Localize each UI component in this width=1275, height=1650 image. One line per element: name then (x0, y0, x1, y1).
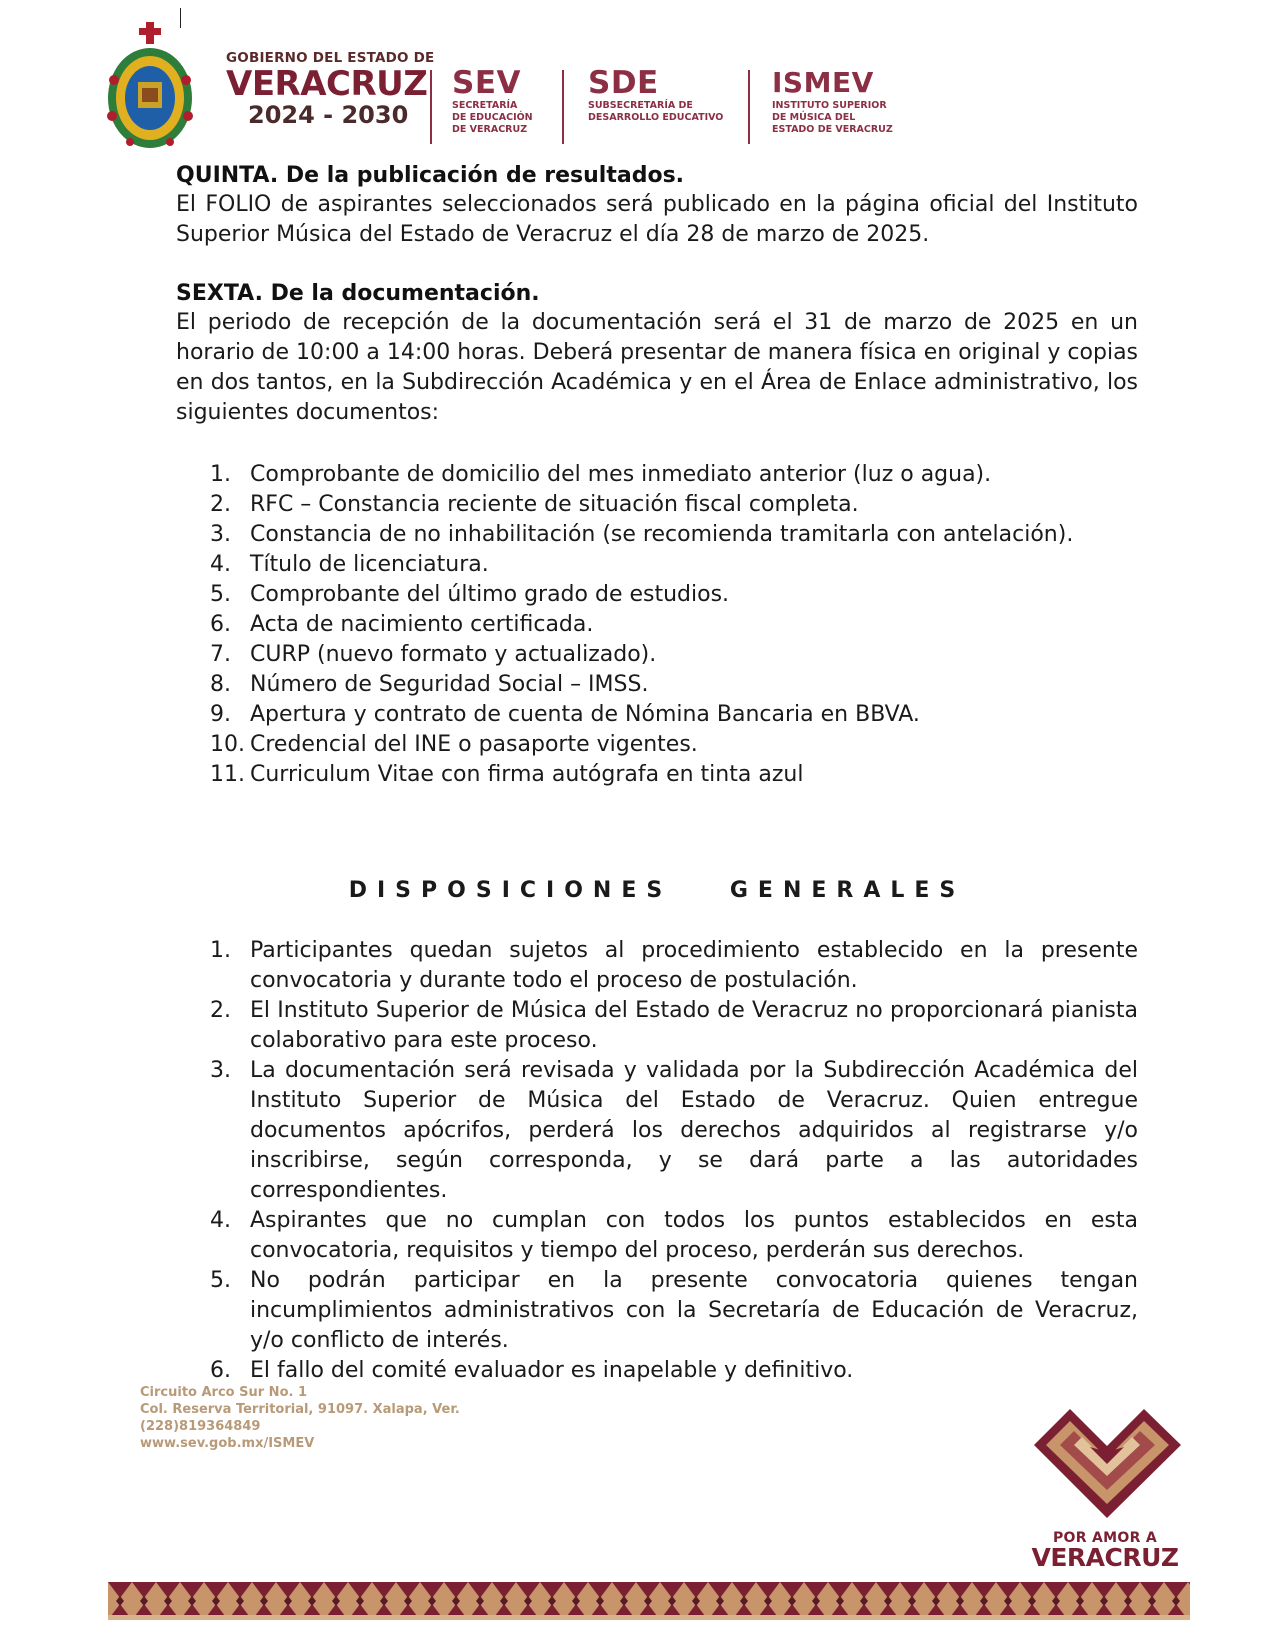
list-item-text: Credencial del INE o pasaporte vigentes. (250, 732, 698, 757)
list-item (210, 1056, 1138, 1206)
page-header (100, 18, 950, 158)
slogan-big: VERACRUZ (1031, 1543, 1179, 1572)
list-item-text: La documentación será revisada y validada por la Subdirección Académica del Instituto Superior de Música del Estado de Veracruz. Quien entregue documentos apócrifos, perderá los derechos adquiridos al registrarse y/o inscribirse, según corresponda, y se dará parte a las autoridades correspondientes. (250, 1058, 1138, 1203)
list-item-number: 3. (210, 1058, 231, 1083)
ismev-subtitle-line: INSTITUTO SUPERIOR (772, 100, 887, 111)
ismev-subtitle-line: DE MÚSICA DEL (772, 112, 856, 123)
list-item-text: Constancia de no inhabilitación (se recomienda tramitarla con antelación). (250, 522, 1074, 547)
list-item (210, 490, 1138, 520)
list-item (210, 460, 1138, 490)
list-item (210, 610, 1138, 640)
sde-subtitle-line: DESARROLLO EDUCATIVO (588, 112, 724, 123)
list-item-text: El fallo del comité evaluador es inapelable y definitivo. (250, 1358, 854, 1383)
list-item-text: No podrán participar en la presente convocatoria quienes tengan incumplimientos administrativos con la Secretaría de Educación de Veracruz, y/o conflicto de interés. (250, 1268, 1138, 1353)
list-item-text: Curriculum Vitae con firma autógrafa en tinta azul (250, 762, 804, 787)
ismev-subtitle-line: ESTADO DE VERACRUZ (772, 124, 893, 135)
phone-number: (228)819364849 (140, 1419, 261, 1434)
list-item (210, 670, 1138, 700)
list-item-number: 6. (210, 612, 231, 637)
list-item-text: CURP (nuevo formato y actualizado). (250, 642, 657, 667)
sde-logo (588, 66, 723, 124)
section-quinta (176, 162, 1138, 250)
list-item-text: Número de Seguridad Social – IMSS. (250, 672, 649, 697)
footer-address (140, 1384, 460, 1452)
header-divider (430, 70, 432, 144)
veracruz-coat-of-arms-icon (100, 20, 200, 150)
list-item-number: 2. (210, 998, 231, 1023)
list-item (210, 996, 1138, 1056)
documents-list (210, 460, 1138, 790)
slogan (1030, 1530, 1180, 1570)
ismev-logo (772, 66, 893, 136)
list-item (210, 730, 1138, 760)
ismev-title: ISMEV (772, 66, 874, 99)
sev-title: SEV (452, 65, 521, 101)
address-line: Col. Reserva Territorial, 91097. Xalapa, Ver. (140, 1402, 460, 1417)
list-item-number: 3. (210, 522, 231, 547)
list-item-number: 6. (210, 1358, 231, 1383)
list-item (210, 760, 1138, 790)
section-heading: QUINTA. De la publicación de resultados. (176, 163, 685, 188)
list-item-number: 5. (210, 1268, 231, 1293)
list-item (210, 640, 1138, 670)
list-item-number: 7. (210, 642, 231, 667)
list-item (210, 1356, 1138, 1386)
list-item-number: 11. (210, 762, 245, 787)
list-item-number: 4. (210, 1208, 231, 1233)
list-item-number: 1. (210, 462, 231, 487)
disposiciones-title: DISPOSICIONES GENERALES (348, 878, 966, 903)
list-item-text: RFC – Constancia reciente de situación fiscal completa. (250, 492, 859, 517)
website-link[interactable]: www.sev.gob.mx/ISMEV (140, 1436, 315, 1451)
slogan-small: POR AMOR A (1053, 1530, 1157, 1546)
gov-small-label: GOBIERNO DEL ESTADO DE (226, 50, 435, 66)
list-item-text: Aspirantes que no cumplan con todos los puntos establecidos en esta convocatoria, requisitos y tiempo del proceso, perderán sus derechos. (250, 1208, 1138, 1263)
disposiciones-list (210, 936, 1138, 1386)
list-item (210, 550, 1138, 580)
sev-subtitle-line: DE EDUCACIÓN (452, 112, 533, 123)
list-item-text: Acta de nacimiento certificada. (250, 612, 594, 637)
gov-state-name: VERACRUZ (226, 64, 428, 104)
list-item-text: Comprobante de domicilio del mes inmediato anterior (luz o agua). (250, 462, 992, 487)
list-item-text: Participantes quedan sujetos al procedimiento establecido en la presente convocatoria y durante todo el proceso de postulación. (250, 938, 1138, 993)
list-item (210, 580, 1138, 610)
sev-subtitle-line: DE VERACRUZ (452, 124, 528, 135)
list-item-number: 9. (210, 702, 231, 727)
section-sexta (176, 280, 1138, 428)
list-item (210, 1206, 1138, 1266)
section-heading: SEXTA. De la documentación. (176, 281, 540, 306)
list-item-number: 10. (210, 732, 245, 757)
list-item-text: Título de licenciatura. (250, 552, 489, 577)
decorative-pattern-band (108, 1582, 1190, 1620)
list-item (210, 700, 1138, 730)
sev-logo (452, 66, 533, 136)
list-item-text: Comprobante del último grado de estudios. (250, 582, 730, 607)
sev-subtitle-line: SECRETARÍA (452, 100, 518, 111)
section-paragraph: El periodo de recepción de la documentación será el 31 de marzo de 2025 en un horario de 10:00 a 14:00 horas. Deberá presentar de manera física en original y copias en dos tantos, en la Subdirección Académica y en el Área de Enlace administrativo, los siguientes documentos: (176, 310, 1139, 425)
sde-subtitle-line: SUBSECRETARÍA DE (588, 100, 693, 111)
address-line: Circuito Arco Sur No. 1 (140, 1385, 308, 1400)
list-item (210, 1266, 1138, 1356)
list-item (210, 520, 1138, 550)
list-item-number: 5. (210, 582, 231, 607)
list-item-number: 8. (210, 672, 231, 697)
section-paragraph: El FOLIO de aspirantes seleccionados será publicado en la página oficial del Instituto Superior Música del Estado de Veracruz el día 28 de marzo de 2025. (176, 192, 1138, 247)
state-government-logo (226, 50, 435, 129)
heart-logo-icon (1030, 1390, 1185, 1520)
list-item-number: 2. (210, 492, 231, 517)
list-item-number: 4. (210, 552, 231, 577)
header-divider (562, 70, 564, 144)
gov-period: 2024 - 2030 (248, 101, 409, 129)
list-item-number: 1. (210, 938, 231, 963)
sde-title: SDE (588, 65, 659, 101)
list-item-text: El Instituto Superior de Música del Estado de Veracruz no proporcionará pianista colaborativo para este proceso. (250, 998, 1138, 1053)
list-item-text: Apertura y contrato de cuenta de Nómina Bancaria en BBVA. (250, 702, 920, 727)
header-divider (748, 70, 750, 144)
list-item (210, 936, 1138, 996)
